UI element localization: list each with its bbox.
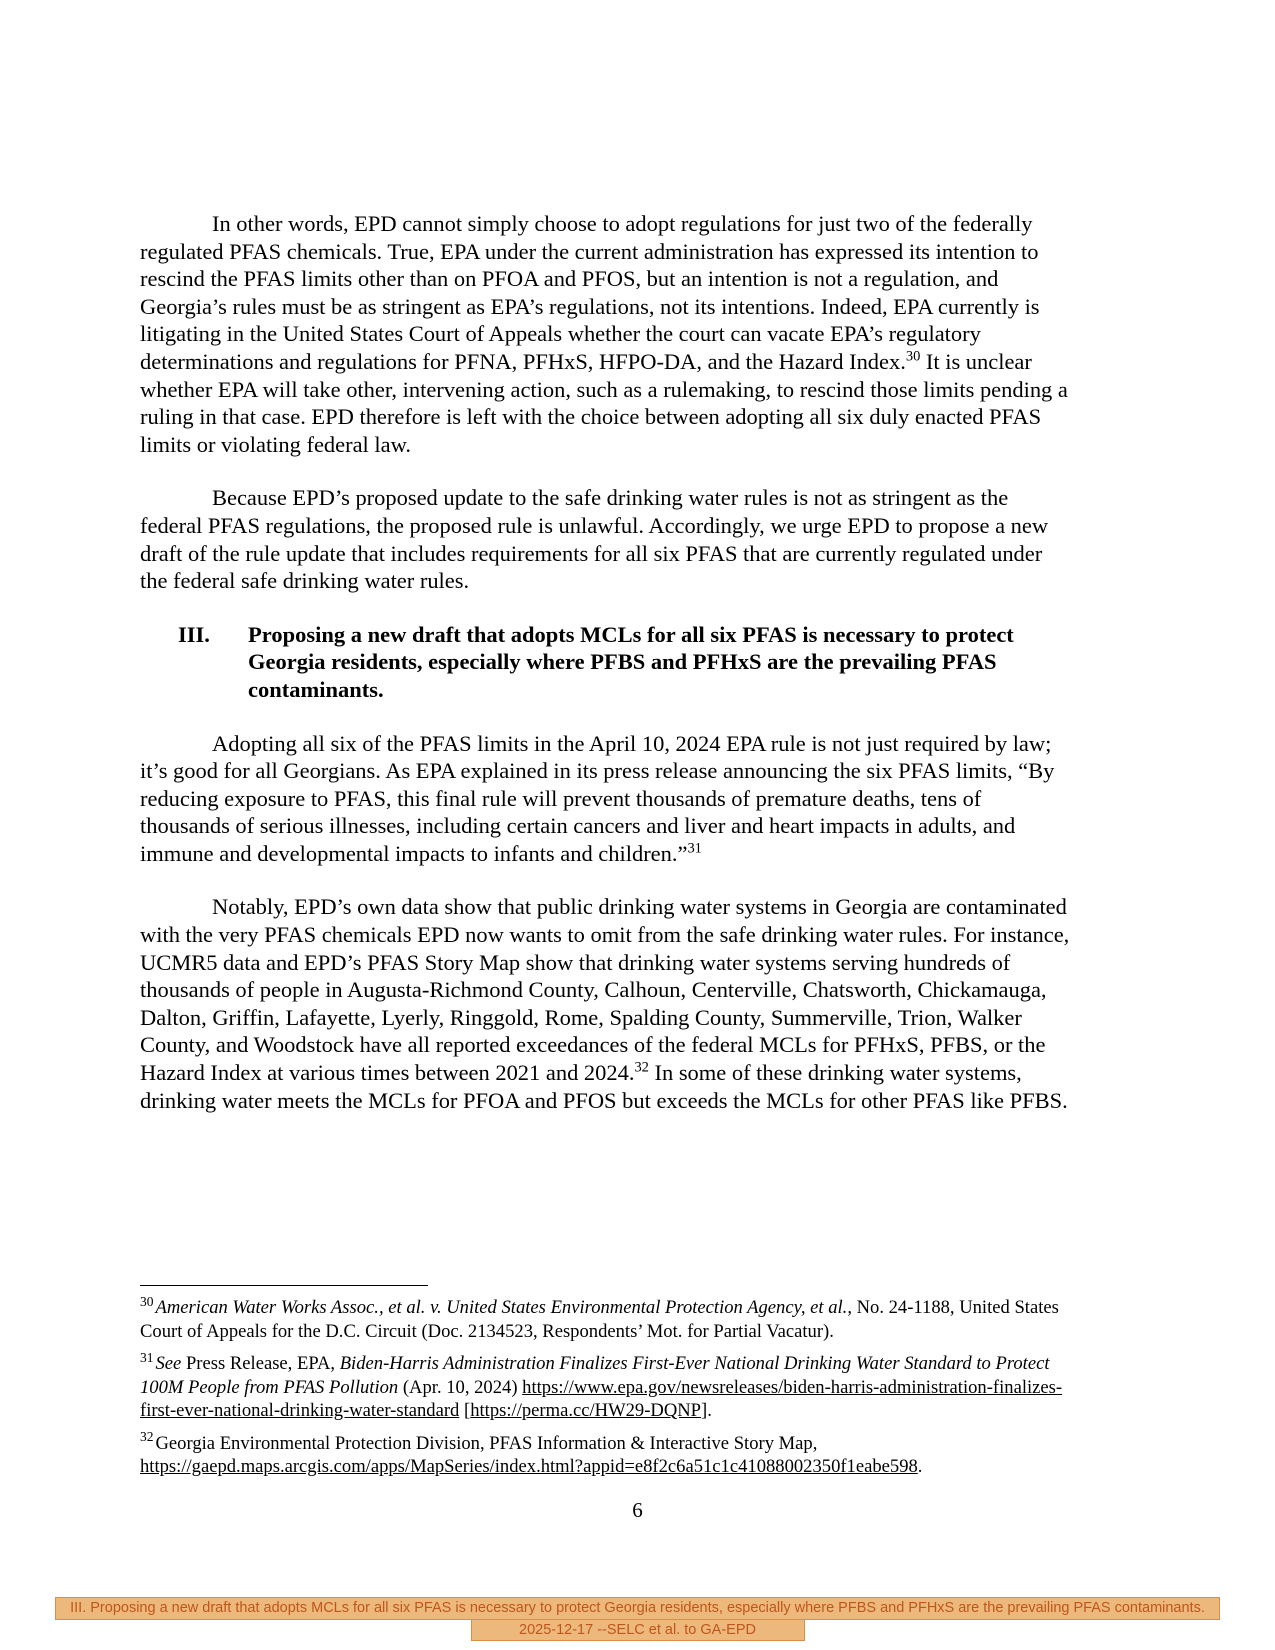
section-heading-iii [140, 621, 1070, 704]
page-number: 6 [632, 1498, 643, 1522]
footnote-31-perma-close: ]. [701, 1400, 712, 1421]
paragraph-1-text: In other words, EPD cannot simply choose to adopt regulations for just two of the federally regulated PFAS chemicals. True, EPA under the current administration has expressed its intention to rescind the PFAS limits other than on PFOA and PFOS, but an intention is not a regulation, and Georgia’s rules must be as stringent as EPA’s regulations, not its intentions. Indeed, EPA currently is litigating in the United States Court of Appeals whether the court can vacate EPA’s regulatory determinations and regulations for PFNA, PFHxS, HFPO-DA, and the Hazard Index. [140, 211, 1040, 374]
footnote-31-see-signal: See [155, 1353, 182, 1374]
paragraph-3-text: Adopting all six of the PFAS limits in the April 10, 2024 EPA rule is not just required by law; it’s good for all Georgians. As EPA explained in its press release announcing the six PFAS limits, “By reducing exposure to PFAS, this final rule will prevent thousands of premature deaths, tens of thousands of serious illnesses, including certain cancers and liver and heart impacts in adults, and immune and developmental impacts to infants and children.” [140, 730, 1055, 866]
paragraph-4-text-cont: In some of these drinking water systems, drinking water meets the MCLs for PFOA and PFOS but exceeds the MCLs for other PFAS like PFBS. [140, 1060, 1068, 1113]
paragraph-1 [140, 210, 1070, 458]
footnote-31-perma-link[interactable]: https://perma.cc/HW29-DQNP [470, 1400, 702, 1421]
section-heading-number: III. [178, 621, 210, 647]
paragraph-4 [140, 893, 1070, 1114]
annotation-banner-source[interactable]: 2025-12-17 --SELC et al. to GA-EPD [471, 1620, 805, 1641]
annotation-banner [0, 1597, 1275, 1641]
page-body [140, 210, 1070, 1140]
footnote-32-marker: 32 [140, 1429, 154, 1445]
footnote-31-date: (Apr. 10, 2024) [398, 1376, 523, 1398]
paragraph-2 [140, 484, 1070, 594]
footnote-30 [140, 1293, 1070, 1343]
footnote-31 [140, 1349, 1070, 1423]
footnotes-section [140, 1285, 1070, 1488]
footnote-31-marker: 31 [140, 1349, 154, 1365]
footnote-30-rest: , No. 24-1188, United States Court of Appeals for the D.C. Circuit (Doc. 2134523, Respondents’ Mot. for Partial Vacatur). [140, 1297, 1059, 1342]
footnote-32-lead: Georgia Environmental Protection Division, PFAS Information & Interactive Story Map, [155, 1432, 818, 1454]
footnote-32-url-link[interactable]: https://gaepd.maps.arcgis.com/apps/MapSeries/index.html?appid=e8f2c6a51c1c41088002350f1eabe598 [140, 1456, 918, 1477]
paragraph-3 [140, 730, 1070, 868]
annotation-banner-title[interactable]: III. Proposing a new draft that adopts MCLs for all six PFAS is necessary to protect Georgia residents, especially where PFBS and PFHxS are the prevailing PFAS contaminants. [55, 1597, 1220, 1620]
footnote-31-lead: Press Release, EPA, [181, 1353, 340, 1374]
footnote-31-url-link[interactable]: https://www.epa.gov/newsreleases/biden-harris-administration-finalizes-first-ever-national-drinking-water-standard [140, 1376, 1063, 1421]
footnote-32-trailing: . [917, 1456, 923, 1477]
footnote-31-title: Biden-Harris Administration Finalizes First-Ever National Drinking Water Standard to Protect 100M People from PFAS Pollution [140, 1353, 1050, 1398]
paragraph-1-text-cont: It is unclear whether EPA will take other, intervening action, such as a rulemaking, to rescind those limits pending a ruling in that case. EPD therefore is left with the choice between adopting all six duly enacted PFAS limits or violating federal law. [140, 348, 1068, 457]
paragraph-2-text: Because EPD’s proposed update to the safe drinking water rules is not as stringent as the federal PFAS regulations, the proposed rule is unlawful. Accordingly, we urge EPD to propose a new draft of the rule update that includes requirements for all six PFAS that are currently regulated under the federal safe drinking water rules. [140, 485, 1049, 594]
footnote-separator-rule [140, 1285, 428, 1286]
paragraph-4-text: Notably, EPD’s own data show that public drinking water systems in Georgia are contaminated with the very PFAS chemicals EPD now wants to omit from the safe drinking water rules. For instance, UCMR5 data and EPD’s PFAS Story Map show that drinking water systems serving hundreds of thousands of people in Augusta-Richmond County, Calhoun, Centerville, Chatsworth, Chickamauga, Dalton, Griffin, Lafayette, Lyerly, Ringgold, Rome, Spalding County, Summerville, Trion, Walker County, and Woodstock have all reported exceedances of the federal MCLs for PFHxS, PFBS, or the Hazard Index at various times between 2021 and 2024. [140, 894, 1070, 1086]
footnote-31-perma-open: [ [459, 1400, 471, 1421]
section-heading-text: Proposing a new draft that adopts MCLs for all six PFAS is necessary to protect Georgia residents, especially where PFBS and PFHxS are the prevailing PFAS contaminants. [248, 621, 1014, 702]
footnote-marker-32[interactable]: 32 [634, 1059, 649, 1076]
footnote-32 [140, 1429, 1070, 1479]
footnote-marker-31[interactable]: 31 [687, 840, 702, 857]
footnote-marker-30[interactable]: 30 [905, 348, 921, 365]
footnote-30-marker: 30 [140, 1293, 154, 1309]
footnote-30-case-name: American Water Works Assoc., et al. v. United States Environmental Protection Agency, et al. [155, 1297, 848, 1318]
